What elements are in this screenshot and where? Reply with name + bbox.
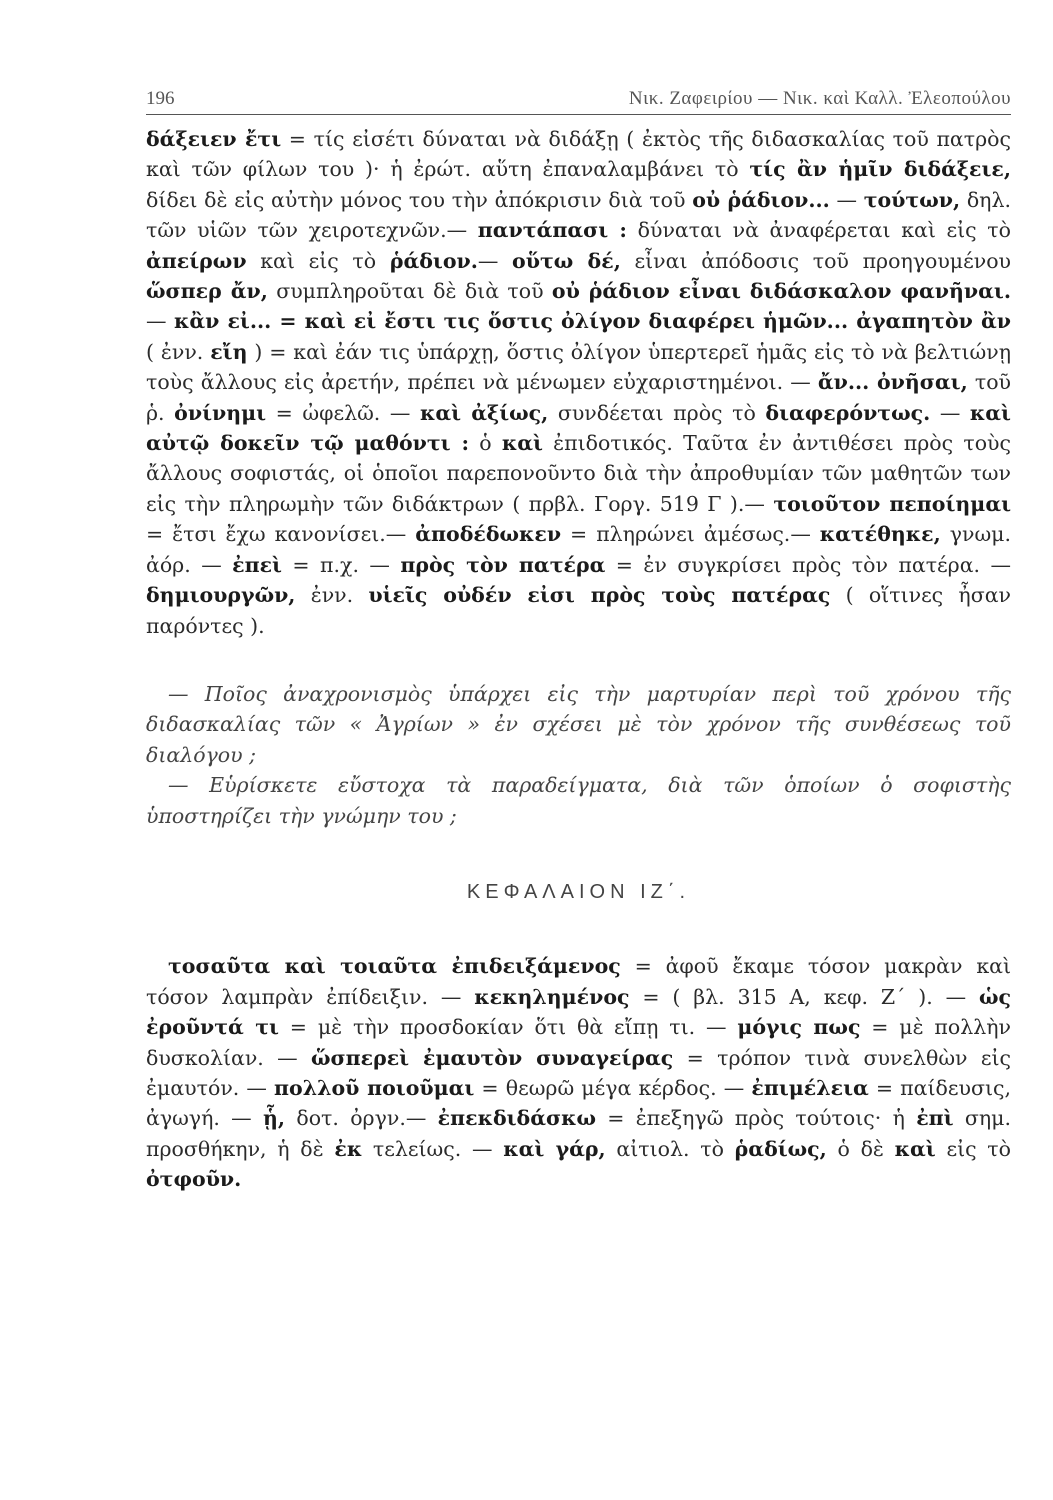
lemma: ᾗ,: [263, 1106, 286, 1131]
lemma: κατέθηκε,: [819, 522, 941, 547]
gloss-text: = παίδευσις, ἀγωγή. —: [146, 1075, 1011, 1131]
running-header: [146, 84, 1011, 115]
gloss-text: = τρόπον τινὰ συνελθὼν εἰς ἐμαυτόν. —: [146, 1045, 1011, 1100]
chapter-heading: ΚΕΦΑΛΑΙΟΝ ΙΖ΄.: [466, 880, 691, 903]
gloss-text: = ἀφοῦ ἔκαμε τόσον μακρὰν καὶ τόσον λαμπρὰν ἐπίδειξιν. —: [146, 954, 1012, 1009]
gloss-text: συνδέεται πρὸς τὸ: [548, 400, 766, 425]
lemma: οὐ ῥάδιον...: [692, 187, 830, 212]
gloss-text: συμπληροῦται δὲ διὰ τοῦ: [267, 279, 552, 304]
lemma: πρὸς τὸν πατέρα: [400, 552, 606, 577]
gloss-text: ὁ δὲ: [826, 1136, 895, 1161]
lemma: ἐπιμέλεια: [751, 1075, 869, 1100]
gloss-text: τοῦ ῥ.: [146, 370, 1011, 425]
lemma: οὐ ῥάδιον εἶναι διδάσκαλον φανῆναι.: [551, 279, 1011, 304]
gloss-text: γνωμ. ἀόρ. —: [146, 522, 1011, 577]
gloss-text: = θεωρῶ μέγα κέρδος. —: [474, 1075, 752, 1100]
gloss-text: δηλ. τῶν υἱῶν τῶν χειροτεχνῶν.—: [146, 187, 1011, 243]
lemma: καὶ: [894, 1136, 936, 1161]
lemma: παντάπασι :: [477, 218, 627, 243]
lemma: καὶ: [501, 431, 543, 456]
lemma: ῥάδιον.: [389, 248, 478, 273]
lemma: κἂν εἰ... = καὶ εἰ ἔστι τις ὅστις ὀλίγον διαφέρει ἡμῶν... ἀγαπητὸν ἂν: [173, 309, 1011, 334]
lemma: ὀτφοῦν.: [146, 1167, 242, 1192]
lemma: καὶ αὐτῷ δοκεῖν τῷ μαθόντι :: [146, 400, 1011, 456]
lemma: δημιουργῶν,: [146, 583, 296, 608]
lemma: καὶ γάρ,: [503, 1136, 606, 1161]
running-title: Νικ. Ζαφειρίου — Νικ. καὶ Καλλ. Ἐλεοπούλου: [628, 88, 1011, 109]
gloss-text: σημ. προσθήκην, ἡ δὲ: [146, 1106, 1012, 1161]
lemma: τοιοῦτον πεποίημαι: [773, 491, 1012, 516]
lemma: μόγις πως: [737, 1015, 861, 1040]
lemma: καὶ ἀξίως,: [420, 400, 549, 425]
lemma: δάξειεν ἔτι: [146, 127, 282, 151]
gloss-text: εἶναι ἀπόδοσις τοῦ προηγουμένου: [620, 248, 1011, 273]
gloss-text: εἰς τὸ: [935, 1136, 1011, 1161]
lemma: ῥαδίως,: [734, 1136, 827, 1161]
lemma: ὥσπερ ἄν,: [146, 279, 268, 304]
gloss-text: ( οἵτινες ἦσαν παρόντες ).: [146, 583, 1011, 638]
gloss-text: = ὠφελῶ. —: [266, 400, 421, 425]
page-number: 196: [146, 88, 175, 109]
gloss-text: = πληρώνει ἀμέσως.—: [561, 522, 820, 547]
gloss-text: —: [477, 248, 513, 273]
lemma: τίς ἂν ἡμῖν διδάξειε,: [749, 157, 1011, 182]
study-question: — Εὑρίσκετε εὔστοχα τὰ παραδείγματα, διὰ τῶν ὁποίων ὁ σοφιστὴς ὑποστηρίζει τὴν γνώμην του ;: [146, 773, 1011, 828]
gloss-text: —: [829, 187, 864, 212]
gloss-text: = ἐν συγκρίσει πρὸς τὸν πατέρα. —: [605, 552, 1011, 577]
lemma: ὀνίνημι: [174, 400, 267, 425]
gloss-text: ἐπιδοτικός. Ταῦτα ἐν ἀντιθέσει πρὸς τοὺς ἄλλους σοφιστάς, οἱ ὁποῖοι παρεπονοῦντο διὰ τὴν ἀπροθυμίαν τῶν μαθητῶν των εἰς τὴν πληρωμὴν τῶν διδάκτρων ( πρβλ. Γοργ. 519 Γ ).—: [146, 431, 1011, 516]
lemma: ἄν... ὀνῆσαι,: [817, 370, 968, 395]
lemma: διαφερόντως.: [765, 400, 931, 425]
gloss-text: = ( βλ. 315 Α, κεφ. Ζ΄ ). —: [629, 984, 979, 1009]
lemma: ἐπὶ: [916, 1106, 954, 1131]
page-body: [146, 124, 1011, 1195]
gloss-text: ) = καὶ ἐάν τις ὑπάρχῃ, ὅστις ὀλίγον ὑπερτερεῖ ἡμᾶς εἰς τὸ νὰ βελτιώνῃ τοὺς ἄλλους εἰς ἀρετήν, πρέπει νὰ μένωμεν εὐχαριστημένοι. —: [146, 339, 1011, 395]
gloss-text: —: [930, 400, 970, 425]
lemma: εἴη: [210, 339, 248, 364]
commentary-paragraph: [146, 124, 1011, 641]
lemma: ἀπείρων: [146, 248, 247, 273]
gloss-text: = μὲ τὴν προσδοκίαν ὅτι θὰ εἴπῃ τι. —: [278, 1015, 738, 1040]
gloss-text: = μὲ πολλὴν δυσκολίαν. —: [146, 1015, 1011, 1070]
lemma: τούτων,: [863, 187, 961, 212]
lemma: οὕτω δέ,: [512, 248, 621, 273]
lemma: ἀποδέδωκεν: [415, 522, 562, 547]
gloss-text: ( ἐνν.: [146, 339, 211, 364]
gloss-text: ὁ: [469, 431, 502, 456]
gloss-text: —: [146, 309, 174, 334]
gloss-text: = π.χ. —: [281, 552, 401, 577]
lemma: ἐπεὶ: [232, 552, 282, 577]
gloss-text: = τίς εἰσέτι δύναται νὰ διδάξῃ ( ἐκτὸς τῆς διδασκαλίας τοῦ πατρὸς καὶ τῶν φίλων του )· ἡ ἐρώτ. αὕτη ἐπαναλαμβάνει τὸ: [146, 127, 1011, 182]
study-question: — Ποῖος ἀναχρονισμὸς ὑπάρχει εἰς τὴν μαρτυρίαν περὶ τοῦ χρόνου τῆς διδασκαλίας τῶν « Ἀγρίων » ἐν σχέσει μὲ τὸν χρόνον τῆς συνθέσεως τοῦ διαλόγου ;: [146, 681, 1011, 767]
chapter-commentary-paragraph: [146, 951, 1011, 1194]
gloss-text: δίδει δὲ εἰς αὐτὴν μόνος του τὴν ἀπόκρισιν διὰ τοῦ: [146, 187, 693, 212]
lemma: υἱεῖς οὐδέν εἰσι πρὸς τοὺς πατέρας: [368, 583, 831, 608]
gloss-text: = ἐπεξηγῶ πρὸς τούτοις· ἡ: [596, 1106, 917, 1131]
lemma: πολλοῦ ποιοῦμαι: [274, 1075, 475, 1100]
lemma: τοσαῦτα καὶ τοιαῦτα ἐπιδειξάμενος: [168, 954, 621, 979]
gloss-text: καὶ εἰς τὸ: [246, 248, 390, 273]
lemma: ὡς ἐροῦντά τι: [146, 984, 1011, 1040]
gloss-text: δύναται νὰ ἀναφέρεται καὶ εἰς τὸ: [627, 218, 1011, 243]
gloss-text: ἐνν.: [295, 583, 369, 608]
gloss-text: τελείως. —: [362, 1136, 504, 1161]
gloss-text: = ἔτσι ἔχω κανονίσει.—: [146, 522, 416, 547]
lemma: ὥσπερεὶ ἐμαυτὸν συναγείρας: [310, 1045, 674, 1070]
lemma: ἐπεκδιδάσκω: [437, 1106, 596, 1131]
lemma: κεκηλημένος: [474, 984, 630, 1009]
gloss-text: αἰτιολ. τὸ: [605, 1136, 735, 1161]
gloss-text: δοτ. ὀργν.—: [285, 1106, 438, 1131]
lemma: ἐκ: [334, 1136, 363, 1161]
